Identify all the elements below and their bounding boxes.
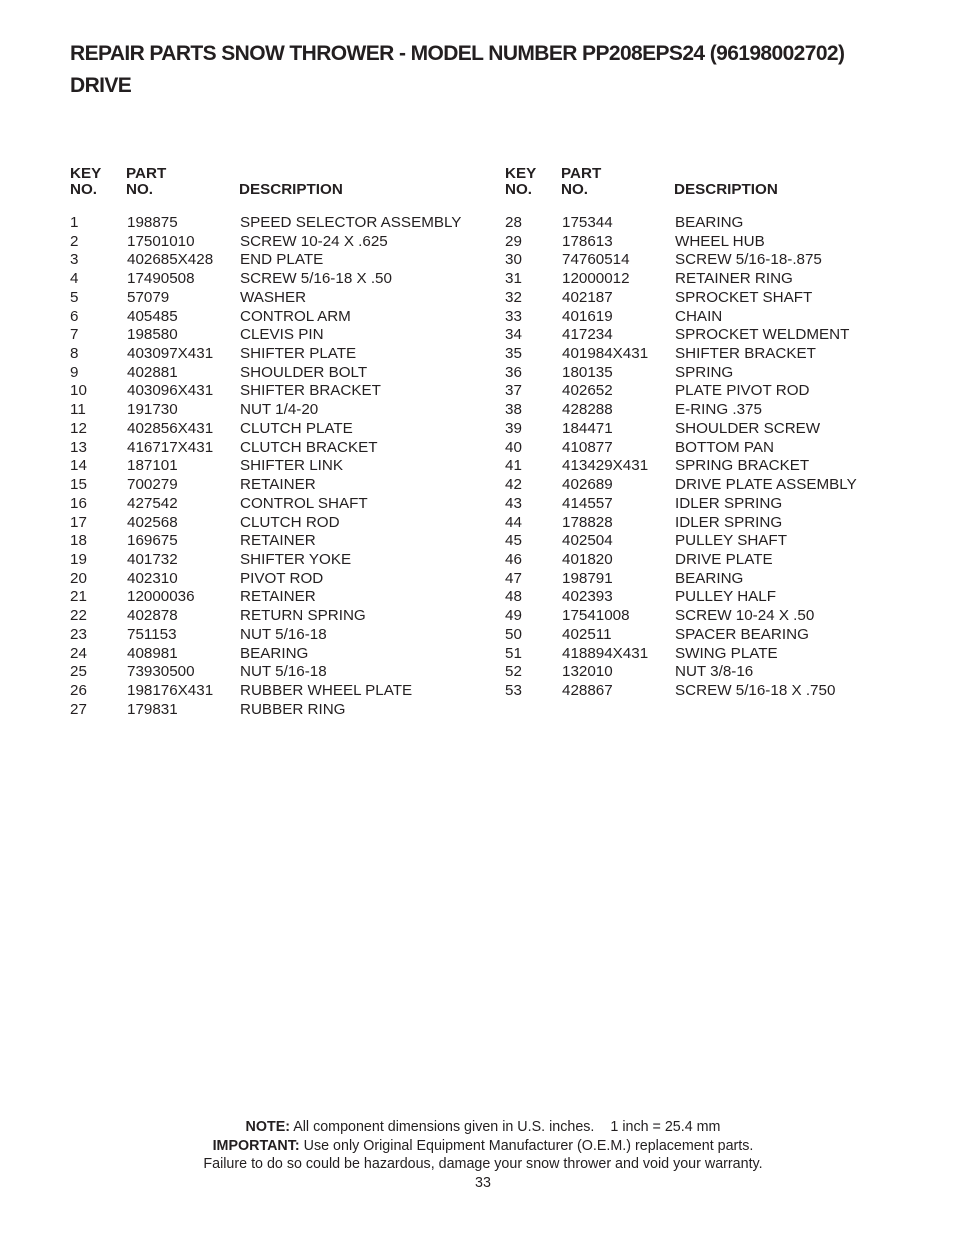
part-no: 132010 (562, 663, 613, 681)
parts-row (70, 476, 490, 495)
key-no: 14 (70, 457, 87, 475)
part-no: 417234 (562, 326, 613, 344)
part-no: 428288 (562, 401, 613, 419)
key-no: 40 (505, 438, 522, 456)
part-no: 73930500 (127, 663, 195, 681)
parts-row (505, 233, 925, 252)
key-no: 16 (70, 494, 87, 512)
part-description: CONTROL SHAFT (240, 494, 368, 512)
parts-row (70, 588, 490, 607)
parts-row (70, 364, 490, 383)
parts-row (70, 645, 490, 664)
parts-rows-left (70, 214, 490, 719)
parts-row (70, 382, 490, 401)
part-description: RETAINER (240, 532, 316, 550)
part-description: DRIVE PLATE ASSEMBLY (675, 476, 857, 494)
parts-row (70, 626, 490, 645)
parts-row (505, 364, 925, 383)
parts-row (505, 439, 925, 458)
note-text: All component dimensions given in U.S. inches. (293, 1119, 595, 1135)
key-no: 19 (70, 550, 87, 568)
key-no: 27 (70, 700, 87, 718)
part-no: 402504 (562, 532, 613, 550)
part-description: CHAIN (675, 307, 723, 325)
part-description: NUT 5/16-18 (240, 663, 327, 681)
parts-row (70, 401, 490, 420)
part-no-header: PART NO. (126, 165, 167, 198)
parts-row (505, 420, 925, 439)
part-no: 198176X431 (127, 681, 214, 699)
parts-row (505, 289, 925, 308)
part-no: 175344 (562, 214, 613, 231)
key-no: 49 (505, 607, 522, 625)
parts-row (70, 233, 490, 252)
parts-row (70, 532, 490, 551)
part-description: SHIFTER PLATE (240, 345, 357, 363)
part-no: 402685X428 (127, 251, 214, 269)
part-description: SPEED SELECTOR ASSEMBLY (240, 214, 462, 231)
part-no: 401732 (127, 550, 178, 568)
part-description: NUT 5/16-18 (240, 625, 327, 643)
key-no: 31 (505, 270, 522, 288)
part-no: 401619 (562, 307, 613, 325)
part-no: 751153 (127, 625, 177, 643)
parts-row (70, 251, 490, 270)
key-no: 45 (505, 532, 522, 550)
parts-row (70, 308, 490, 327)
part-no: 402568 (127, 513, 178, 531)
part-description: NUT 1/4-20 (240, 401, 319, 419)
key-no: 22 (70, 607, 87, 625)
part-no: 402652 (562, 382, 613, 400)
part-description: SHIFTER BRACKET (675, 345, 816, 363)
parts-row (70, 214, 490, 233)
part-no: 410877 (562, 438, 613, 456)
part-description: CLUTCH BRACKET (240, 438, 378, 456)
parts-row (70, 701, 490, 720)
key-no: 32 (505, 288, 522, 306)
note-label: NOTE: (245, 1119, 291, 1135)
key-no-header: KEY NO. (505, 165, 537, 198)
parts-row (505, 251, 925, 270)
part-description: SWING PLATE (675, 644, 778, 662)
key-no: 37 (505, 382, 522, 400)
parts-row (505, 588, 925, 607)
part-description: SHOULDER SCREW (675, 419, 821, 437)
part-no: 402856X431 (127, 419, 214, 437)
part-no: 427542 (127, 494, 178, 512)
part-description: PLATE PIVOT ROD (675, 382, 810, 400)
key-no: 46 (505, 550, 522, 568)
part-no: 413429X431 (562, 457, 649, 475)
key-no: 6 (70, 307, 79, 325)
parts-row (505, 532, 925, 551)
warning-text: Failure to do so could be hazardous, damage your snow thrower and void your warranty. (203, 1156, 763, 1173)
key-no: 25 (70, 663, 87, 681)
part-description: SPRING BRACKET (675, 457, 810, 475)
key-no: 47 (505, 569, 522, 587)
part-description: PULLEY SHAFT (675, 532, 787, 550)
parts-row (70, 326, 490, 345)
key-no: 44 (505, 513, 522, 531)
parts-row (505, 607, 925, 626)
title-line-model: REPAIR PARTS SNOW THROWER - MODEL NUMBER PP208EPS24 (96198002702) (70, 42, 845, 65)
key-no: 29 (505, 232, 522, 250)
part-no: 187101 (127, 457, 178, 475)
important-label: IMPORTANT: (212, 1137, 300, 1154)
key-no: 34 (505, 326, 522, 344)
part-no: 178613 (562, 232, 613, 250)
key-no: 35 (505, 345, 522, 363)
parts-list-header (505, 166, 925, 214)
key-no: 1 (70, 214, 79, 231)
part-description: BEARING (675, 214, 744, 231)
parts-row (70, 439, 490, 458)
part-no: 402689 (562, 476, 613, 494)
part-no: 401984X431 (562, 345, 649, 363)
part-no: 401820 (562, 550, 613, 568)
part-description: NUT 3/8-16 (675, 663, 754, 681)
part-description: SHIFTER LINK (240, 457, 343, 475)
part-description: RETAINER RING (675, 270, 793, 288)
part-no: 198580 (127, 326, 178, 344)
part-description: WASHER (240, 288, 307, 306)
part-no: 198791 (562, 569, 613, 587)
key-no: 48 (505, 588, 522, 606)
key-no: 26 (70, 681, 87, 699)
part-no: 198875 (127, 214, 178, 231)
part-description: E-RING .375 (675, 401, 762, 419)
parts-row (70, 514, 490, 533)
part-no: 402187 (562, 288, 613, 306)
key-no: 23 (70, 625, 87, 643)
parts-row (505, 401, 925, 420)
important-text: Use only Original Equipment Manufacturer (O.E.M.) replacement parts. (303, 1137, 754, 1154)
key-no: 36 (505, 363, 522, 381)
part-no: 700279 (127, 476, 178, 494)
part-no: 179831 (127, 700, 178, 718)
part-no: 12000012 (562, 270, 630, 288)
key-no: 21 (70, 588, 87, 606)
parts-row (505, 326, 925, 345)
part-description: SHIFTER BRACKET (240, 382, 381, 400)
part-description: RUBBER WHEEL PLATE (240, 681, 413, 699)
parts-row (505, 382, 925, 401)
key-no: 42 (505, 476, 522, 494)
key-no: 20 (70, 569, 87, 587)
part-description: SCREW 5/16-18 X .50 (240, 270, 392, 288)
part-description: SHIFTER YOKE (240, 550, 352, 568)
parts-row (505, 570, 925, 589)
part-no: 402511 (562, 625, 612, 643)
part-no: 191730 (127, 401, 178, 419)
key-no: 9 (70, 363, 79, 381)
parts-row (505, 495, 925, 514)
part-no: 408981 (127, 644, 178, 662)
important-line (0, 1137, 954, 1156)
parts-row (70, 607, 490, 626)
part-description: CLUTCH PLATE (240, 419, 353, 437)
key-no: 11 (70, 401, 86, 419)
parts-row (70, 457, 490, 476)
title-line-section: DRIVE (70, 74, 132, 97)
part-no: 17541008 (562, 607, 630, 625)
part-description: BEARING (675, 569, 744, 587)
part-no: 17501010 (127, 232, 195, 250)
parts-row (70, 270, 490, 289)
part-description: PIVOT ROD (240, 569, 324, 587)
part-description: RETAINER (240, 588, 316, 606)
page-title (70, 38, 930, 102)
part-description: SCREW 5/16-18 X .750 (675, 681, 836, 699)
part-no: 405485 (127, 307, 178, 325)
key-no: 15 (70, 476, 87, 494)
parts-row (505, 645, 925, 664)
page-footer (0, 1118, 954, 1192)
part-description: RETAINER (240, 476, 316, 494)
key-no: 33 (505, 307, 522, 325)
parts-row (505, 214, 925, 233)
part-no: 57079 (127, 288, 170, 306)
part-no: 12000036 (127, 588, 195, 606)
part-no: 403096X431 (127, 382, 214, 400)
key-no: 2 (70, 232, 79, 250)
parts-row (70, 551, 490, 570)
parts-list-left (70, 166, 490, 719)
description-header: DESCRIPTION (674, 180, 778, 198)
part-description: SPACER BEARING (675, 625, 809, 643)
parts-row (505, 514, 925, 533)
key-no: 18 (70, 532, 87, 550)
part-no: 402393 (562, 588, 613, 606)
key-no: 30 (505, 251, 522, 269)
part-description: BOTTOM PAN (675, 438, 775, 456)
key-no: 28 (505, 214, 522, 231)
part-no: 403097X431 (127, 345, 214, 363)
part-description: IDLER SPRING (675, 494, 783, 512)
part-no: 402881 (127, 363, 178, 381)
parts-row (70, 345, 490, 364)
parts-row (70, 495, 490, 514)
part-description: END PLATE (240, 251, 324, 269)
part-description: WHEEL HUB (675, 232, 765, 250)
part-no: 17490508 (127, 270, 195, 288)
part-no: 428867 (562, 681, 613, 699)
parts-row (70, 289, 490, 308)
part-description: CLEVIS PIN (240, 326, 324, 344)
part-description: DRIVE PLATE (675, 550, 773, 568)
part-description: CONTROL ARM (240, 307, 351, 325)
unit-conversion: 1 inch = 25.4 mm (610, 1119, 721, 1135)
key-no: 38 (505, 401, 522, 419)
part-description: SCREW 10-24 X .50 (675, 607, 815, 625)
key-no: 52 (505, 663, 522, 681)
parts-list-right (505, 166, 925, 701)
parts-row (70, 570, 490, 589)
key-no: 24 (70, 644, 87, 662)
page-number: 33 (475, 1174, 491, 1191)
part-no: 178828 (562, 513, 613, 531)
key-no: 53 (505, 681, 522, 699)
parts-row (505, 345, 925, 364)
key-no: 43 (505, 494, 522, 512)
key-no: 3 (70, 251, 79, 269)
parts-rows-right (505, 214, 925, 701)
key-no: 12 (70, 419, 87, 437)
part-no: 414557 (562, 494, 613, 512)
key-no-header: KEY NO. (70, 165, 102, 198)
parts-row (70, 682, 490, 701)
parts-row (505, 457, 925, 476)
part-description: SPRING (675, 363, 734, 381)
key-no: 13 (70, 438, 87, 456)
part-description: CLUTCH ROD (240, 513, 340, 531)
parts-row (505, 476, 925, 495)
key-no: 17 (70, 513, 87, 531)
part-no: 169675 (127, 532, 178, 550)
key-no: 4 (70, 270, 79, 288)
key-no: 39 (505, 419, 522, 437)
description-header: DESCRIPTION (239, 180, 343, 198)
key-no: 8 (70, 345, 79, 363)
part-description: RETURN SPRING (240, 607, 366, 625)
parts-row (505, 682, 925, 701)
part-description: SCREW 5/16-18-.875 (675, 251, 822, 269)
parts-row (70, 420, 490, 439)
part-no: 402310 (127, 569, 178, 587)
key-no: 50 (505, 625, 522, 643)
parts-row (505, 663, 925, 682)
part-no: 418894X431 (562, 644, 649, 662)
parts-row (505, 270, 925, 289)
parts-row (505, 551, 925, 570)
key-no: 7 (70, 326, 79, 344)
part-description: PULLEY HALF (675, 588, 777, 606)
part-description: SHOULDER BOLT (240, 363, 368, 381)
part-description: SPROCKET SHAFT (675, 288, 813, 306)
key-no: 10 (70, 382, 87, 400)
parts-row (505, 308, 925, 327)
part-no: 402878 (127, 607, 178, 625)
note-line (0, 1118, 954, 1137)
parts-row (70, 663, 490, 682)
part-no-header: PART NO. (561, 165, 602, 198)
part-no: 416717X431 (127, 438, 214, 456)
part-no: 184471 (562, 419, 613, 437)
part-description: RUBBER RING (240, 700, 346, 718)
parts-row (505, 626, 925, 645)
key-no: 41 (505, 457, 522, 475)
key-no: 51 (505, 644, 522, 662)
part-description: BEARING (240, 644, 309, 662)
part-description: IDLER SPRING (675, 513, 783, 531)
parts-list-header (70, 166, 490, 214)
part-no: 180135 (562, 363, 613, 381)
part-no: 74760514 (562, 251, 630, 269)
key-no: 5 (70, 288, 79, 306)
part-description: SCREW 10-24 X .625 (240, 232, 388, 250)
part-description: SPROCKET WELDMENT (675, 326, 850, 344)
